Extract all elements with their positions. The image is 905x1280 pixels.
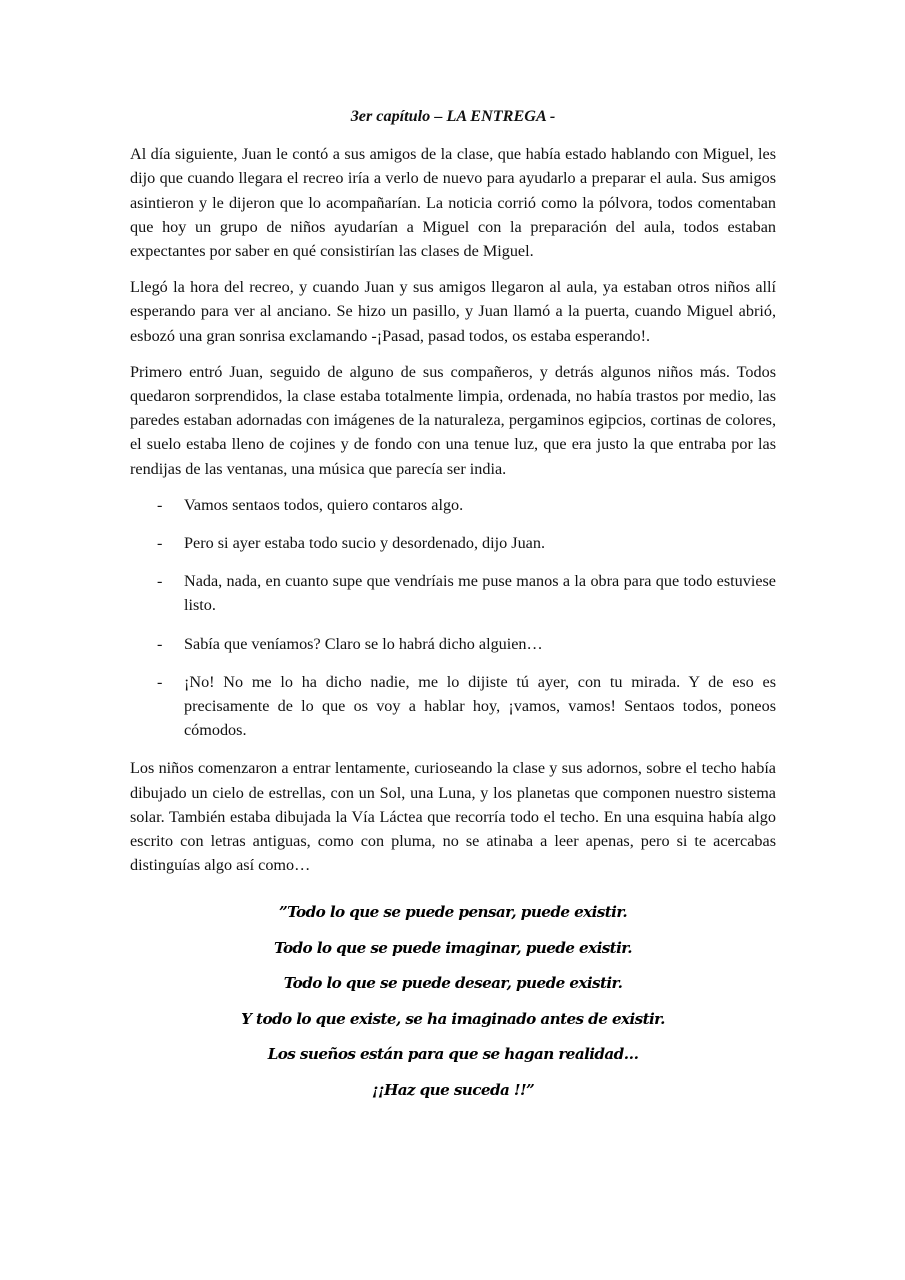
quote-block: [130, 901, 776, 1101]
dialogue-dash: -: [157, 534, 163, 553]
document-page: [130, 104, 776, 1114]
dialogue-text: ¡No! No me lo ha dicho nadie, me lo dijiste tú ayer, con tu mirada. Y de eso es precisamente de lo que os voy a hablar hoy, ¡vamos, vamos! Sentaos todos, poneos cómodos.: [184, 672, 776, 740]
quote-line: Todo lo que se puede imaginar, puede existir.: [274, 938, 632, 957]
dialogue-text: Nada, nada, en cuanto supe que vendríais me puse manos a la obra para que todo estuviese listo.: [184, 572, 776, 615]
chapter-title: 3er capítulo – LA ENTREGA -: [350, 107, 556, 125]
quote-line: Los sueños están para que se hagan realidad…: [267, 1045, 639, 1064]
dialogue-line: [130, 531, 776, 555]
paragraph-2: Llegó la hora del recreo, y cuando Juan y sus amigos llegaron al aula, ya estaban otros niños allí esperando para ver al anciano. Se hizo un pasillo, y Juan llamó a la puerta, cuando Miguel abrió, esbozó una gran sonrisa exclamando -¡Pasad, pasad todos, os estaba esperando!.: [130, 278, 776, 345]
dialogue-dash: -: [157, 634, 163, 653]
dialogue-dash: -: [157, 495, 163, 514]
dialogue-text: Sabía que veníamos? Claro se lo habrá dicho alguien…: [184, 634, 543, 653]
dialogue-list: [130, 493, 776, 743]
dialogue-text: Vamos sentaos todos, quiero contaros algo.: [184, 495, 464, 514]
quote-line: Y todo lo que existe, se ha imaginado antes de existir.: [241, 1009, 665, 1028]
quote-line: ”Todo lo que se puede pensar, puede existir.: [278, 903, 628, 922]
dialogue-line: [130, 670, 776, 743]
dialogue-text: Pero si ayer estaba todo sucio y desordenado, dijo Juan.: [184, 534, 545, 553]
paragraph-1: Al día siguiente, Juan le contó a sus amigos de la clase, que había estado hablando con Miguel, les dijo que cuando llegara el recreo iría a verlo de nuevo para ayudarlo a preparar el aula. Sus amigos asintieron y le dijeron que lo acompañarían. La noticia corrió como la pólvora, todos comentaban que hoy un grupo de niños ayudarían a Miguel con la preparación del aula, todos estaban expectantes por saber en qué consistirían las clases de Miguel.: [130, 145, 776, 261]
paragraph-3: Primero entró Juan, seguido de alguno de sus compañeros, y detrás algunos niños más. Todos quedaron sorprendidos, la clase estaba totalmente limpia, ordenada, no había trastos por medio, las paredes estaban adornadas con imágenes de la naturaleza, pergaminos egipcios, cortinas de colores, el suelo estaba lleno de cojines y de fondo con una tenue luz, que era justo la que entraba por las rendijas de las ventanas, una música que parecía ser india.: [130, 362, 776, 478]
quote-line: Todo lo que se puede desear, puede existir.: [283, 974, 623, 993]
dialogue-dash: -: [157, 672, 163, 691]
dialogue-line: [130, 493, 776, 517]
dialogue-line: [130, 569, 776, 617]
closing-paragraph: Los niños comenzaron a entrar lentamente, curioseando la clase y sus adornos, sobre el techo había dibujado un cielo de estrellas, con un Sol, una Luna, y los planetas que componen nuestro sistema solar. También estaba dibujada la Vía Láctea que recorría todo el techo. En una esquina había algo escrito con letras antiguas, como con pluma, no se atinaba a leer apenas, pero si te acercabas distinguías algo así como…: [130, 759, 776, 875]
dialogue-line: [130, 632, 776, 656]
dialogue-dash: -: [157, 572, 163, 591]
quote-line: ¡¡Haz que suceda !!”: [371, 1080, 535, 1099]
